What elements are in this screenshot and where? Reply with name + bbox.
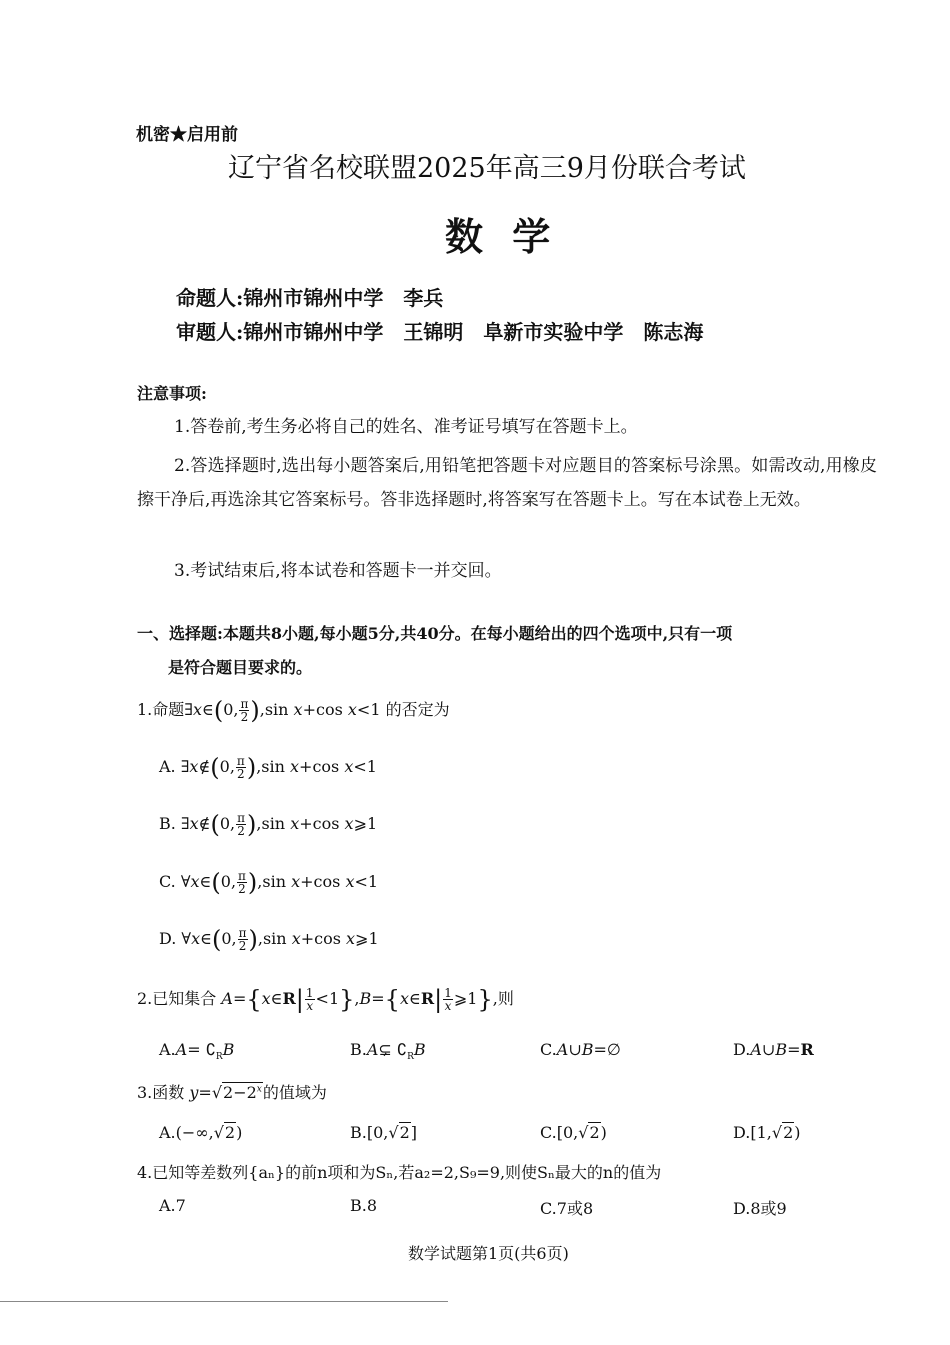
note-item-1: 1.答卷前,考生务必将自己的姓名、准考证号填写在答题卡上。 — [174, 417, 638, 437]
footer-divider — [0, 1301, 448, 1302]
page-footer: 数学试题第1页(共6页) — [408, 1244, 569, 1263]
q4-option-b: B.8 — [350, 1196, 378, 1215]
q2-option-b: B.A⊊ $∁_RB$ — [350, 1040, 426, 1063]
q1-option-c: C. ∀x∈(0, $\frac{\pi}{2}$ ),sin x+cos x<1 — [159, 868, 379, 897]
note-item-2: 2.答选择题时,选出每小题答案后,用铅笔把答题卡对应题目的答案标号涂黑。如需改动,用橡皮擦干净后,再选涂其它答案标号。答非选择题时,将答案写在答题卡上。写在本试卷上无效。 — [137, 456, 877, 510]
secrecy-label: 机密★启用前 — [136, 125, 238, 145]
q3-option-b: B.[0,√2] — [350, 1123, 417, 1142]
q2-option-d: D.A∪B=R — [733, 1040, 814, 1059]
subject-title: 数 学 — [445, 214, 559, 259]
q1-option-b: B. ∃x∉(0, $\frac{\pi}{2}$ ),sin x+cos x⩾1 — [159, 810, 378, 839]
notes-title: 注意事项: — [137, 384, 207, 403]
q3-stem: 3.函数 $y=√2-2^x$的值域为 — [137, 1083, 327, 1102]
q1-option-a: A. ∃x∉(0, $\frac{\pi}{2}$ ),sin x+cos x<1 — [159, 753, 377, 782]
exam-title: 辽宁省名校联盟2025年高三9月份联合考试 — [228, 153, 746, 184]
q1-option-d: D. ∀x∈(0, $\frac{\pi}{2}$ ),sin x+cos x⩾1 — [159, 925, 379, 954]
section-heading-line2: 是符合题目要求的。 — [168, 658, 313, 677]
q2-stem: 2.已知集合 A={x∈R| $\frac{1}{x}$ <1},B={x∈R| $\frac{1}{x}$ ⩾1},则 — [137, 985, 514, 1014]
q4-option-c: C.7或8 — [540, 1199, 594, 1218]
reviewer-line: 审题人:锦州市锦州中学 王锦明 阜新市实验中学 陈志海 — [176, 320, 704, 344]
q3-option-c: C.[0,√2) — [540, 1123, 607, 1142]
q4-option-d: D.8或9 — [733, 1199, 787, 1218]
q3-option-a: A.(−∞,√2) — [159, 1123, 243, 1142]
q2-option-c: C.A∪B=∅ — [540, 1040, 621, 1059]
q4-option-a: A.7 — [159, 1196, 186, 1215]
note-item-3: 3.考试结束后,将本试卷和答题卡一并交回。 — [174, 561, 502, 581]
setter-line: 命题人:锦州市锦州中学 李兵 — [176, 286, 444, 310]
q3-option-d: D.[1,√2) — [733, 1123, 801, 1142]
q2-option-a: $A.A= ∁_RB$ — [159, 1040, 235, 1063]
section-heading-line1: 一、选择题:本题共8小题,每小题5分,共40分。在每小题给出的四个选项中,只有一项 — [137, 624, 733, 643]
q1-stem: 1.命题∃x∈(0, $\frac{\pi}{2}$ ),sin x+cos x<1 的否定为 — [137, 696, 450, 725]
q4-stem: 4.已知等差数列{aₙ}的前n项和为Sₙ,若a₂=2,S₉=9,则使Sₙ最大的n的值为 — [137, 1163, 662, 1182]
